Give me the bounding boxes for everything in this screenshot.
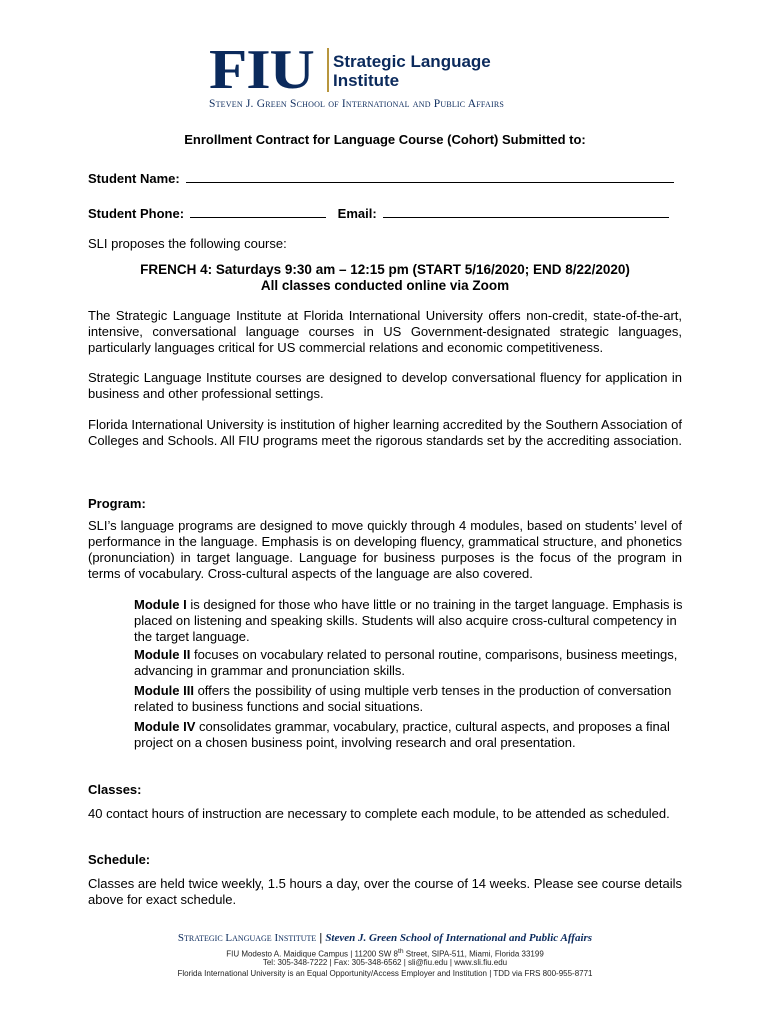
footer-address-part2: Street, SIPA-511, Miami, Florida 33199 <box>403 949 544 959</box>
student-phone-blank[interactable] <box>190 205 326 218</box>
program-heading: Program: <box>88 496 146 511</box>
footer-address-sup: th <box>398 948 404 955</box>
student-name-row <box>88 170 674 186</box>
module-name: Module I <box>134 597 187 612</box>
footer-title <box>0 932 770 944</box>
module-name: Module III <box>134 683 194 698</box>
fiu-logo-mark: FIU <box>209 39 314 101</box>
institute-name <box>333 52 491 90</box>
institute-name-line2: Institute <box>333 71 400 90</box>
schedule-text: Classes are held twice weekly, 1.5 hours a day, over the course of 14 weeks. Please see course details above for exact schedule. <box>88 876 682 907</box>
email-blank[interactable] <box>383 205 669 218</box>
classes-heading: Classes: <box>88 782 142 797</box>
footer-contact: Tel: 305-348-7222 | Fax: 305-348-6562 | sli@fiu.edu | www.sli.fiu.edu <box>262 958 508 967</box>
paragraph-about-sli: The Strategic Language Institute at Florida International University offers non-credit, state-of-the-art, intensive, conversational language courses in US Government-designated strategic languages, particularly languages critical for US commercial relations and economic competitiveness. <box>88 308 682 355</box>
paragraph-accreditation: Florida International University is institution of higher learning accredited by the Southern Association of Colleges and Schools. All FIU programs meet the rigorous standards set by the accrediting association. <box>88 417 682 448</box>
footer-school: Steven J. Green School of International and Public Affairs <box>325 932 593 944</box>
student-phone-label: Student Phone: <box>88 206 185 221</box>
institute-name-line1: Strategic Language <box>333 52 491 71</box>
intro-text: SLI proposes the following course: <box>88 236 287 251</box>
module-description: is designed for those who have little or no training in the target language. Emphasis is placed on listening and speaking skills. Students will also acquire cross-cultural competency in the target language. <box>134 597 683 644</box>
student-phone-row <box>88 205 669 221</box>
module-item <box>134 683 684 715</box>
module-item <box>134 597 684 645</box>
footer-address-part1: FIU Modesto A. Maidique Campus | 11200 SW 8 <box>226 949 398 959</box>
module-item <box>134 719 684 751</box>
email-label: Email: <box>337 206 377 221</box>
logo-divider <box>327 48 329 92</box>
school-name: Steven J. Green School of International and Public Affairs <box>209 98 505 110</box>
fiu-sli-logo <box>209 39 569 110</box>
schedule-heading: Schedule: <box>88 852 151 867</box>
module-item <box>134 647 684 679</box>
module-name: Module II <box>134 647 191 662</box>
module-description: consolidates grammar, vocabulary, practice, cultural aspects, and proposes a final project on a chosen business point, involving research and oral presentation. <box>134 719 670 750</box>
course-schedule-line: FRENCH 4: Saturdays 9:30 am – 12:15 pm (START 5/16/2020; END 8/22/2020) <box>140 262 630 277</box>
module-name: Module IV <box>134 719 196 734</box>
footer-institute: Strategic Language Institute <box>177 932 317 944</box>
footer-separator: | <box>319 932 323 944</box>
footer-eeo: Florida International University is an Equal Opportunity/Access Employer and Institution | TDD via FRS 800-955-8771 <box>177 969 593 978</box>
document-title: Enrollment Contract for Language Course (Cohort) Submitted to: <box>184 132 586 147</box>
student-name-blank[interactable] <box>186 170 674 183</box>
course-delivery-line: All classes conducted online via Zoom <box>260 278 510 293</box>
paragraph-courses: Strategic Language Institute courses are designed to develop conversational fluency for application in business and other professional settings. <box>88 370 682 401</box>
classes-text: 40 contact hours of instruction are necessary to complete each module, to be attended as scheduled. <box>88 806 670 821</box>
module-description: focuses on vocabulary related to personal routine, comparisons, business meetings, advancing in grammar and pronunciation skills. <box>134 647 678 678</box>
student-name-label: Student Name: <box>88 171 180 186</box>
module-description: offers the possibility of using multiple verb tenses in the production of conversation related to business functions and social situations. <box>134 683 672 714</box>
program-text: SLI’s language programs are designed to move quickly through 4 modules, based on students’ level of performance in the language. Emphasis is on developing fluency, grammatical structure, and phonetics (pronunciation) in target language. Language for business purposes is the focus of the program in terms of vocabulary. Cross-cultural aspects of the language are also covered. <box>88 518 682 581</box>
